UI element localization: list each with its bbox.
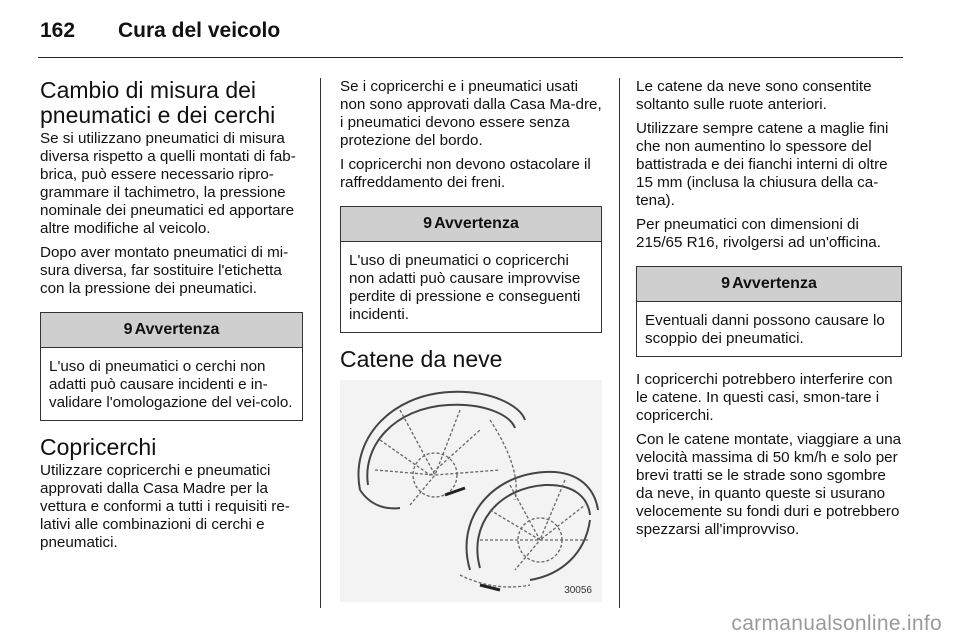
section-heading-tyre-size: Cambio di misura dei pneumatici e dei cerchi xyxy=(40,77,276,128)
paragraph: Utilizzare copricerchi e pneumatici approvati dalla Casa Madre per la vettura e conformi a tutti i requisiti re-lativi alle combinazioni di cerchi e pneumatici. xyxy=(40,462,290,551)
warning-box xyxy=(40,312,303,421)
warning-text: Eventuali danni possono causare lo scoppio dei pneumatici. xyxy=(645,312,885,347)
header-rule xyxy=(38,57,903,58)
warning-box xyxy=(340,206,602,333)
snow-chains-drawing xyxy=(340,380,602,602)
warning-title: Avvertenza xyxy=(732,275,817,292)
warning-header xyxy=(341,207,601,242)
warning-icon: 9 xyxy=(123,321,133,338)
column-divider xyxy=(619,78,620,608)
column-2 xyxy=(340,78,602,602)
warning-text: L'uso di pneumatici o copricerchi non adatti può causare improvvise perdite di pressione e conseguenti incidenti. xyxy=(349,252,581,323)
watermark: carmanualsonline.info xyxy=(731,612,942,635)
section-heading-wheel-covers: Copricerchi xyxy=(40,434,157,460)
warning-header xyxy=(41,313,302,348)
paragraph: Per pneumatici con dimensioni di 215/65 R16, rivolgersi ad un'officina. xyxy=(636,216,881,251)
warning-title: Avvertenza xyxy=(134,321,220,338)
section-heading-snow-chains: Catene da neve xyxy=(340,346,503,372)
snow-chains-illustration xyxy=(340,380,602,602)
warning-icon: 9 xyxy=(423,215,433,232)
warning-header xyxy=(637,267,901,302)
paragraph: Se i copricerchi e i pneumatici usati non sono approvati dalla Casa Ma-dre, i pneumatici devono essere senza protezione del bordo. xyxy=(340,78,602,149)
column-divider xyxy=(320,78,321,608)
warning-text: L'uso di pneumatici o cerchi non adatti può causare incidenti e in-validare l'omologazione del vei-colo. xyxy=(49,358,293,411)
paragraph: Se si utilizzano pneumatici di misura diversa rispetto a quelli montati di fab-brica, può essere necessario ripro-grammare il tachimetro, la pressione nominale dei pneumatici ed apportare altre modifiche al veicolo. xyxy=(40,130,296,237)
chapter-title: Cura del veicolo xyxy=(118,19,281,42)
warning-title: Avvertenza xyxy=(434,215,519,232)
paragraph: Utilizzare sempre catene a maglie fini che non aumentino lo spessore del battistrada e dei fianchi interni di oltre 15 mm (inclusa la chiusura della ca-tena). xyxy=(636,120,889,209)
column-3 xyxy=(636,78,902,545)
warning-box xyxy=(636,266,902,357)
column-1 xyxy=(40,78,303,558)
paragraph: Con le catene montate, viaggiare a una velocità massima di 50 km/h e solo per brevi tratti se le strade sono sgombre da neve, in quanto queste si usurano velocemente su fondi duri e potrebbero spezzarsi all'improvviso. xyxy=(636,431,902,538)
page-number: 162 xyxy=(40,19,76,42)
warning-icon: 9 xyxy=(721,275,731,292)
paragraph: I copricerchi non devono ostacolare il raffreddamento dei freni. xyxy=(340,156,591,191)
paragraph: Le catene da neve sono consentite soltanto sulle ruote anteriori. xyxy=(636,78,872,113)
paragraph: Dopo aver montato pneumatici di mi-sura diversa, far sostituire l'etichetta con la pressione dei pneumatici. xyxy=(40,244,289,297)
figure-code: 30056 xyxy=(564,585,592,596)
paragraph: I copricerchi potrebbero interferire con le catene. In questi casi, smon-tare i copricerchi. xyxy=(636,371,893,424)
